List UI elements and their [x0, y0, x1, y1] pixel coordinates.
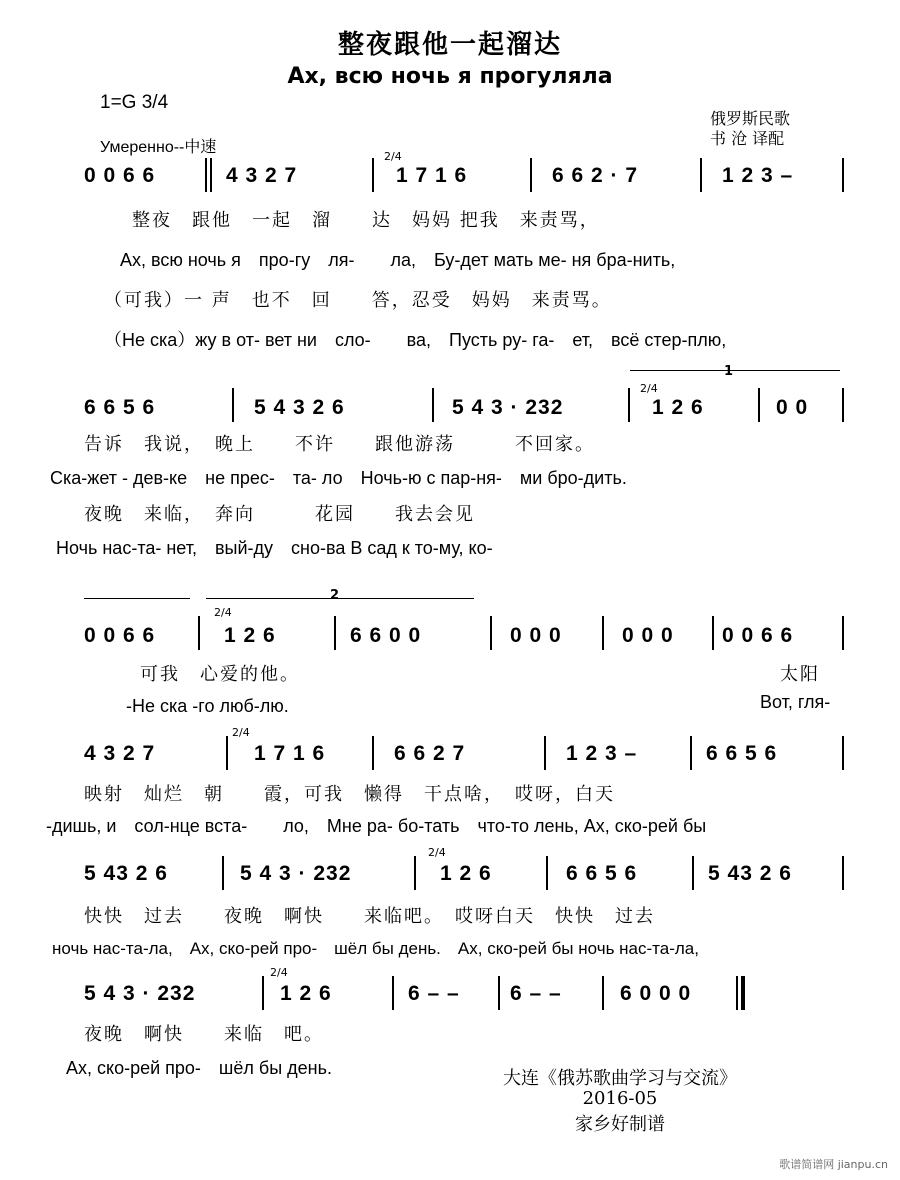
measure-notes: 6 6 2 · 7 — [552, 164, 639, 187]
lyric-line: Ска-жет - дев-ке не прес- та- ло Ночь-ю с пар-ня- ми бро-дить. — [50, 468, 627, 488]
lyric-line: 可我 心爱的他。 — [140, 664, 300, 685]
measure-notes: 6 6 5 6 — [84, 396, 156, 419]
lyric-line: Ночь нас-та- нет, вый-ду сно-ва В сад к то-му, ко- — [56, 538, 493, 558]
measure-notes: 5 43 2 6 — [84, 862, 168, 885]
measure-notes: 0 0 0 — [622, 624, 674, 647]
volta-bracket-1 — [630, 370, 840, 371]
barline — [232, 388, 234, 422]
publish-date: 2016-05 — [582, 1088, 658, 1109]
measure-notes: 6 6 0 0 — [350, 624, 422, 647]
lyric-line: （Не ска）жу в от- вет ни сло- ва, Пусть ру- га- ет, всё стер-плю, — [104, 330, 727, 350]
measure-notes: 6 6 5 6 — [706, 742, 778, 765]
lyric-line: ночь нас-та-ла, Ах, ско-рей про- шёл бы день. Ах, ско-рей бы ночь нас-та-ла, — [52, 939, 699, 958]
measure-notes: 4 3 2 7 — [84, 742, 156, 765]
repeat-barline — [205, 158, 207, 192]
translator-credit: 书 沧 译配 — [710, 129, 785, 148]
time-signature-change: 2/4 — [214, 606, 232, 619]
measure-notes: 0 0 6 6 — [84, 164, 156, 187]
time-signature-change: 2/4 — [428, 846, 446, 859]
measure-notes: 1 7 1 6 — [254, 742, 326, 765]
barline — [226, 736, 228, 770]
barline — [490, 616, 492, 650]
measure-notes: 6 0 0 0 — [620, 982, 692, 1005]
barline — [712, 616, 714, 650]
lyric-line: 夜晚 啊快 来临 吧。 — [84, 1024, 324, 1045]
measure-notes: 0 0 0 — [510, 624, 562, 647]
barline — [544, 736, 546, 770]
measure-notes: 1 2 6 — [280, 982, 332, 1005]
barline — [372, 158, 374, 192]
measure-notes: 1 2 3 – — [566, 742, 638, 765]
barline — [842, 616, 844, 650]
lyric-line: 告诉 我说， 晚上 不许 跟他游荡 不回家。 — [84, 434, 595, 455]
lyric-line: 夜晚 来临， 奔向 花园 我去会见 — [84, 504, 475, 525]
barline — [690, 736, 692, 770]
lyric-line: Ах, всю ночь я про-гу ля- ла, Бу-дет мать ме- ня бра-нить, — [120, 250, 676, 270]
barline — [432, 388, 434, 422]
final-barline — [736, 976, 738, 1010]
lyric-line: Ах, ско-рей про- шёл бы день. — [66, 1058, 332, 1078]
volta-bracket-2 — [206, 598, 474, 599]
lyric-line: -Не ска -го люб-лю. — [126, 696, 289, 716]
barline — [392, 976, 394, 1010]
measure-notes: 5 4 3 · 232 — [452, 396, 564, 419]
lyric-line: 整夜 跟他 一起 溜 达 妈妈 把我 来责骂， — [132, 210, 600, 231]
song-source: 俄罗斯民歌 — [710, 109, 791, 128]
measure-notes: 1 2 3 – — [722, 164, 794, 187]
key-signature: 1=G 3/4 — [100, 92, 169, 113]
measure-notes: 5 43 2 6 — [708, 862, 792, 885]
measure-notes: 6 – – — [408, 982, 460, 1005]
barline — [498, 976, 500, 1010]
barline — [628, 388, 630, 422]
lyric-line: 快快 过去 夜晚 啊快 来临吧。 哎呀白天 快快 过去 — [84, 906, 655, 927]
song-title-russian: Ах, всю ночь я прогуляла — [287, 64, 613, 89]
volta-bracket-1-end — [84, 598, 190, 599]
volta-number-2: 2 — [330, 588, 340, 603]
barline — [842, 856, 844, 890]
time-signature-change: 2/4 — [640, 382, 658, 395]
measure-notes: 1 2 6 — [440, 862, 492, 885]
barline — [414, 856, 416, 890]
lyric-line-right: Вот, гля- — [760, 692, 831, 712]
barline — [602, 616, 604, 650]
time-signature-change: 2/4 — [232, 726, 250, 739]
barline — [692, 856, 694, 890]
barline — [842, 736, 844, 770]
measure-notes: 0 0 — [776, 396, 809, 419]
barline — [842, 158, 844, 192]
song-title-chinese: 整夜跟他一起溜达 — [337, 30, 562, 60]
measure-notes: 1 2 6 — [652, 396, 704, 419]
repeat-barline — [198, 616, 200, 650]
lyric-line-right: 太阳 — [780, 664, 820, 685]
measure-notes: 1 2 6 — [224, 624, 276, 647]
measure-notes: 6 – – — [510, 982, 562, 1005]
lyric-line: -дишь, и сол-нце вста- ло, Мне ра- бо-тать что-то лень, Ах, ско-рей бы — [46, 816, 707, 836]
repeat-barline — [210, 158, 212, 192]
measure-notes: 5 4 3 · 232 — [240, 862, 352, 885]
measure-notes: 4 3 2 7 — [226, 164, 298, 187]
transcriber-credit: 家乡好制谱 — [575, 1114, 665, 1135]
lyric-line: （可我）一 声 也不 回 答，忍受 妈妈 来责骂。 — [104, 290, 612, 311]
final-barline-thick — [741, 976, 745, 1010]
barline — [700, 158, 702, 192]
tempo-marking: Умеренно--中速 — [100, 139, 217, 156]
measure-notes: 5 4 3 · 232 — [84, 982, 196, 1005]
time-signature-change: 2/4 — [384, 150, 402, 163]
barline — [758, 388, 760, 422]
barline — [602, 976, 604, 1010]
barline — [334, 616, 336, 650]
time-signature-change: 2/4 — [270, 966, 288, 979]
volta-number-1: 1 — [724, 364, 734, 379]
measure-notes: 6 6 2 7 — [394, 742, 466, 765]
barline — [372, 736, 374, 770]
publisher-credit: 大连《俄苏歌曲学习与交流》 — [503, 1068, 737, 1089]
measure-notes: 5 4 3 2 6 — [254, 396, 345, 419]
barline — [842, 388, 844, 422]
lyric-line: 映射 灿烂 朝 霞，可我 懒得 干点啥， 哎呀，白天 — [84, 784, 615, 805]
barline — [530, 158, 532, 192]
measure-notes: 0 0 6 6 — [722, 624, 794, 647]
barline — [546, 856, 548, 890]
barline — [262, 976, 264, 1010]
measure-notes: 6 6 5 6 — [566, 862, 638, 885]
watermark: 歌谱简谱网 jianpu.cn — [779, 1158, 888, 1171]
barline — [222, 856, 224, 890]
measure-notes: 0 0 6 6 — [84, 624, 156, 647]
measure-notes: 1 7 1 6 — [396, 164, 468, 187]
